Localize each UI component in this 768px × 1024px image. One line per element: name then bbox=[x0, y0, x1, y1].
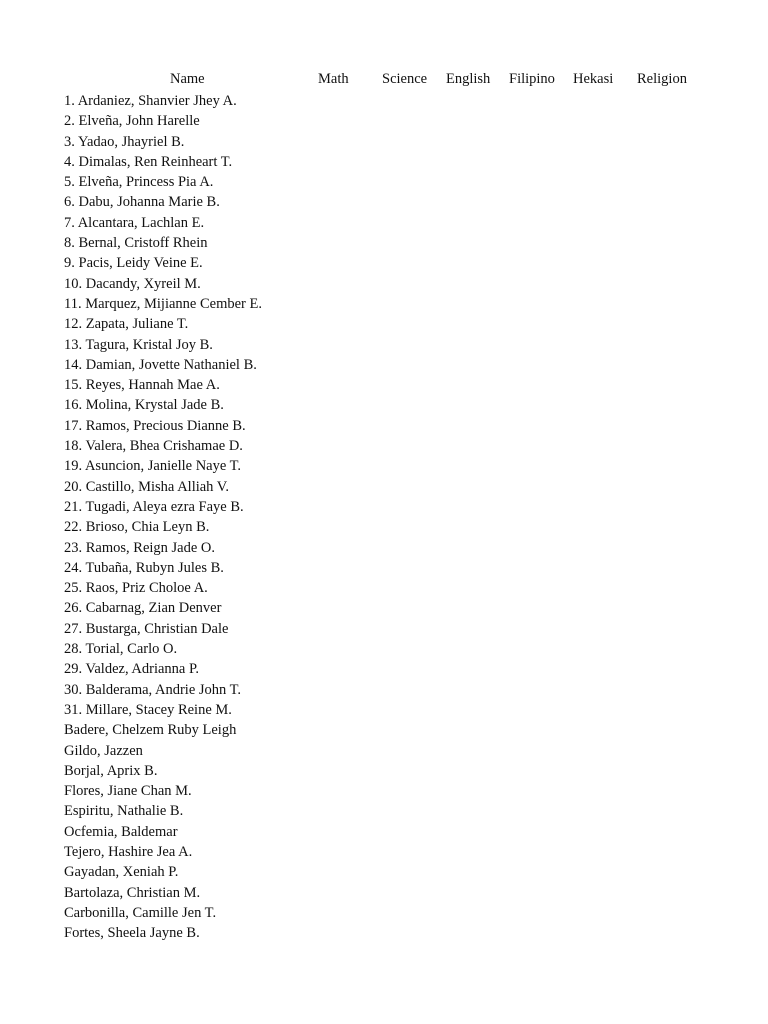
student-name-row: 12. Zapata, Juliane T. bbox=[64, 316, 189, 333]
student-name-row: Ocfemia, Baldemar bbox=[64, 823, 178, 840]
header-english: English bbox=[446, 71, 491, 87]
student-name-row: 28. Torial, Carlo O. bbox=[64, 641, 178, 658]
student-name-row: 23. Ramos, Reign Jade O. bbox=[64, 539, 216, 556]
header-religion: Religion bbox=[637, 71, 687, 87]
student-name-row: 11. Marquez, Mijianne Cember E. bbox=[64, 295, 262, 312]
student-name-row: Badere, Chelzem Ruby Leigh bbox=[64, 722, 237, 739]
student-name-row: 2. Elveña, John Harelle bbox=[64, 113, 200, 130]
student-name-row: Bartolaza, Christian M. bbox=[64, 884, 201, 901]
student-name-row: 9. Pacis, Leidy Veine E. bbox=[64, 255, 203, 272]
student-name-row: 16. Molina, Krystal Jade B. bbox=[64, 397, 224, 414]
student-name-row: 4. Dimalas, Ren Reinheart T. bbox=[64, 153, 233, 170]
student-name-row: 30. Balderama, Andrie John T. bbox=[64, 681, 242, 698]
student-name-row: 7. Alcantara, Lachlan E. bbox=[64, 214, 205, 231]
student-name-row: 8. Bernal, Cristoff Rhein bbox=[64, 235, 208, 252]
student-name-row: 25. Raos, Priz Choloe A. bbox=[64, 580, 208, 597]
student-name-row: 10. Dacandy, Xyreil M. bbox=[64, 275, 201, 292]
student-name-row: 27. Bustarga, Christian Dale bbox=[64, 620, 229, 637]
header-hekasi: Hekasi bbox=[573, 71, 614, 87]
student-name-row: Gayadan, Xeniah P. bbox=[64, 864, 179, 881]
student-name-row: 15. Reyes, Hannah Mae A. bbox=[64, 377, 220, 394]
student-name-row: 6. Dabu, Johanna Marie B. bbox=[64, 194, 220, 211]
student-name-row: 3. Yadao, Jhayriel B. bbox=[64, 133, 185, 150]
student-name-row: 13. Tagura, Kristal Joy B. bbox=[64, 336, 213, 353]
student-name-row: Tejero, Hashire Jea A. bbox=[64, 843, 193, 860]
student-name-row: 1. Ardaniez, Shanvier Jhey A. bbox=[64, 93, 237, 109]
student-name-row: 18. Valera, Bhea Crishamae D. bbox=[64, 438, 243, 455]
student-name-row: 14. Damian, Jovette Nathaniel B. bbox=[64, 356, 257, 373]
student-name-row: 17. Ramos, Precious Dianne B. bbox=[64, 417, 246, 434]
student-name-row: 19. Asuncion, Janielle Naye T. bbox=[64, 458, 242, 475]
column-header-row bbox=[0, 71, 768, 91]
student-name-row: Borjal, Aprix B. bbox=[64, 762, 158, 779]
student-name-row: 20. Castillo, Misha Alliah V. bbox=[64, 478, 230, 495]
header-science: Science bbox=[382, 71, 428, 87]
student-name-row: Carbonilla, Camille Jen T. bbox=[64, 904, 217, 921]
header-math: Math bbox=[318, 71, 349, 87]
student-name-row: 21. Tugadi, Aleya ezra Faye B. bbox=[64, 498, 244, 515]
student-name-list bbox=[64, 91, 262, 943]
student-name-row: 24. Tubaña, Rubyn Jules B. bbox=[64, 559, 224, 576]
student-name-row: Espiritu, Nathalie B. bbox=[64, 803, 184, 820]
student-name-row: 26. Cabarnag, Zian Denver bbox=[64, 600, 222, 617]
student-name-row: Fortes, Sheela Jayne B. bbox=[64, 925, 200, 942]
header-name: Name bbox=[170, 71, 205, 87]
student-name-row: 5. Elveña, Princess Pia A. bbox=[64, 174, 214, 191]
student-name-row: 31. Millare, Stacey Reine M. bbox=[64, 701, 232, 718]
student-name-row: 29. Valdez, Adrianna P. bbox=[64, 661, 200, 678]
student-name-row: 22. Brioso, Chia Leyn B. bbox=[64, 519, 210, 536]
student-name-row: Flores, Jiane Chan M. bbox=[64, 783, 192, 800]
header-filipino: Filipino bbox=[509, 71, 555, 87]
student-name-row: Gildo, Jazzen bbox=[64, 742, 143, 759]
